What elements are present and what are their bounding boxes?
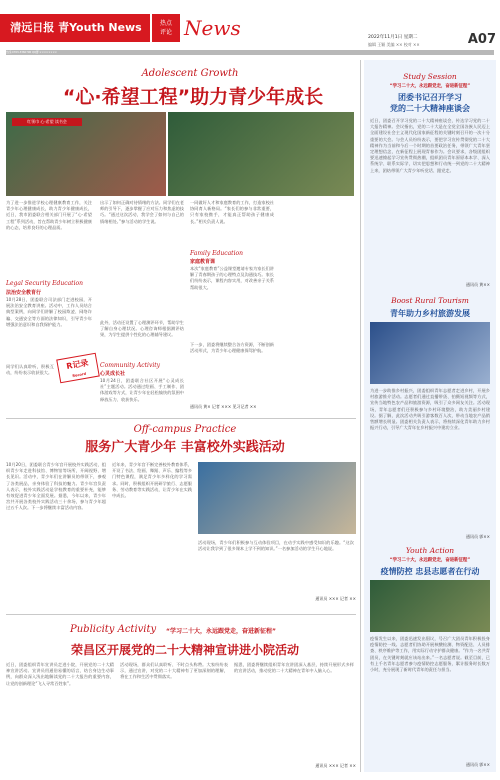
study-slogan: “学习二十大，永远跟党走，奋进新征程” (389, 84, 471, 89)
publicity-col1: 近日，团委组织青年宣讲员走进小院，开展党的二十大精神宣讲活动。宣讲员用通俗易懂的语言，结合身边生动事例，向群众深入浅出地解读党的二十大报告的重要内容，让党的创新理论“飞入寻常百姓家”。 (6, 662, 114, 686)
service-byline: 通讯员 ××× 记者 ×× (315, 596, 356, 601)
publicity-col3: 据悉，团委将继续组织青年宣讲团深入基层，持续开展形式多样的宣讲活动，推动党的二十大精神在青年中入脑入心。 (234, 662, 354, 674)
publicity-byline: 通讯员 ××× 记者 ×× (315, 763, 356, 768)
main-byline: 通讯员 黄× 记者 ××× 见习记者 ×× (190, 404, 257, 409)
community-subhead: 心灵成长社 (100, 371, 126, 377)
record-stamp-sub: Record (72, 371, 87, 379)
main-col2-p1: 出示了如何正确对待情绪的方法。同学们在老师的引导下，逐步掌握了应对压力和焦虑的技巧。“通过这次活动，我学会了如何与自己的情绪相处。”参与活动的学生说。 (100, 200, 184, 224)
publicity-title: 荣昌区开展党的二十大精神宣讲进小院活动 (70, 643, 299, 657)
study-body: 近日，团委召开学习党的二十大精神座谈会，传达学习党的二十大报告精神。会议指出，党的二十大是在全党全国各族人民迈上全面建设社会主义现代化国家新征程的关键时刻召开的一次十分重要的大会。与会人员纷纷表示，要把学习宣传贯彻党的二十大精神作为当前和今后一个时期的首要政治任务，带领广大青年坚定理想信念，在新征程上展现青春作为。会议要求，各级团组织要迅速掀起学习宣传贯彻热潮，组织团员青年原原本本学、深入系统学、联系实际学，切实把思想和行动统一到党的二十大精神上来，团结带领广大青少年听党话、跟党走。 (370, 118, 490, 173)
youth-title: 疫情防控 忠县志愿者在行动 (380, 567, 480, 576)
legal-kicker: Legal Security Education (6, 280, 83, 287)
main-col3-p4: 下一步，团委将继续整合各方资源，不断创新活动形式，为青少年心理健康保驾护航。 (190, 342, 274, 354)
boost-byline: 通讯员 郭×× (466, 534, 490, 539)
service-photo (198, 462, 356, 534)
study-kicker: Study Session (403, 72, 457, 81)
youth-slogan: “学习二十大，永远跟党走，奋进新征程” (389, 558, 471, 563)
boost-title: 青年助力乡村旅游发展 (390, 309, 470, 318)
news-wordmark: News (184, 16, 241, 40)
youth-body: 疫情发生以来，团委迅速发出倡议，号召广大团员青年积极投身疫情防控一线。志愿者们协助开展核酸检测、物资配送、人员排查、秩序维护等工作，用实际行动守护群众健康。“作为一名共青团员，在关键时刻就应该站出来。”一名志愿者说。截至目前，已有上千名青年志愿者参与疫情防控志愿服务，累计服务时长数万小时，充分展现了新时代青年的责任与担当。 (370, 636, 490, 673)
legal-body: 10月28日，团委联合司法部门走进校园，开展法治安全教育讲座。活动中，工作人员结合典型案例，向同学们讲解了校园欺凌、网络诈骗、交通安全等方面的法律知识，引导青少年增强法治意识和自我保护能力。 (6, 297, 92, 327)
record-stamp-text: R记录 (65, 358, 90, 371)
boost-photo (370, 322, 490, 384)
paper-logo: 清远日报 青Youth News (10, 21, 142, 34)
publicity-col2: 活动现场，群众们认真聆听、不时点头称赞。大家纷纷表示，通过宣讲，对党的二十大精神有了更加深刻的理解，将在工作和生活中贯彻落实。 (120, 662, 228, 680)
masthead (0, 0, 500, 56)
boost-kicker: Boost Rural Tourism (391, 296, 469, 305)
main-photo (6, 112, 166, 196)
publicity-kicker: Publicity Activity (70, 624, 157, 635)
section-line1: 热点 (159, 20, 172, 27)
section-line2: 评论 (159, 29, 172, 36)
youth-photo (370, 580, 490, 632)
community-kicker: Community Activity (100, 362, 161, 369)
issue-date: 2022年11月1日 星期二 (368, 35, 418, 40)
youth-kicker: Youth Action (405, 546, 455, 555)
study-title-line1: 团委书记召开学习 (398, 93, 462, 102)
main-col3-p1: 一同做好人才和家庭教育的工作，打造家校社协同育人新格局。“家长们的参与非常重要，只有家校携手，才能真正帮助孩子健康成长。”相关负责人说。 (190, 200, 274, 224)
study-title-line2: 党的二十大精神座谈会 (390, 104, 470, 113)
section-badge (152, 14, 180, 42)
legal-subhead: 法治安全教育行 (6, 290, 42, 296)
family-kicker: Family Education (190, 250, 243, 257)
service-kicker: Off-campus Practice (133, 424, 237, 435)
youth-byline: 通讯员 郭×× (466, 762, 490, 767)
column-divider (360, 60, 361, 772)
main-intro: 为了进一步推进学校心理健康教育工作，关注青少年心理健康成长，助力青少年健康成长，近日，我市团委联合相关部门开展了“心·希望工程”系列活动，旨在帮助青少年树立积极健康的心态，培养良好的心理品质。 (6, 200, 92, 230)
publicity-slogan: “学习二十大，永远跟党走，奋进新征程” (166, 628, 276, 635)
service-col1: 10月20日，团委联合青少年宫开展校外实践活动，组织青少年走进科技馆、博物馆等场所，开阔视野、增长见识。活动中，青少年们在讲解员的带领下，参观了各类展品，亲身体验了科技的魅力。青少年宫负责人表示，校外实践活动是学校教育的重要补充，能够有效促进青少年全面发展。据悉，今年以来，青少年宫共开展各类校外实践活动三十余场，参与青少年超过五千人次。下一步将继续丰富活动内容。 (6, 462, 106, 511)
service-title: 服务广大青少年 丰富校外实践活动 (85, 440, 285, 455)
main-col2-p2: 此外，活动还设置了心理测评环节，帮助学生了解自身心理状况。心理咨询师根据测评结果，为学生提供个性化的心理辅导建议。 (100, 320, 184, 338)
boost-body: 为进一步助推乡村振兴，团委组织青年志愿者走进乡村，开展乡村旅游推介活动。志愿者们通过直播带货、拍摄短视频等方式，宣传当地特色农产品和旅游资源，吸引了众多网友关注。活动现场，青年志愿者们还积极参与乡村环境整治，助力美丽乡村建设。据了解，此次活动共吸引游客数百人次，带动当地农产品销售额增长明显。团委相关负责人表示，将持续深化青年助力乡村振兴行动，引导广大青年在乡村振兴中建功立业。 (370, 388, 490, 431)
masthead-rule-text: 热线:0763-3360796 QQ群:×××××××× (6, 51, 57, 54)
legal-body-2: 同学们认真聆听，积极互动，纷纷表示收获很大。 (6, 364, 54, 376)
main-title: “心·希望工程”助力青少年成长 (62, 86, 324, 108)
main-photo-right (168, 112, 354, 196)
editors-line: 编辑 王颖 美编 ×× 校对 ×× (368, 42, 420, 47)
service-col2: 近年来，青少年宫不断完善校外教育体系，开设了书法、绘画、舞蹈、声乐、编程等多门特色课程，满足青少年多样化的学习需求。同时，积极组织开展研学旅行、志愿服务、劳动教育等实践活动，让青少年在实践中成长。 (112, 462, 192, 499)
page-number: A07 (467, 32, 496, 47)
family-subhead: 家庭教育课 (190, 259, 216, 265)
family-body: 本次“家庭教育”公益课堂邀请专家为家长们讲解了青春期孩子的心理特点及沟通技巧。家长们纷纷表示，课程内容实用，对改善亲子关系帮助很大。 (190, 266, 274, 290)
section-divider-2 (6, 614, 356, 615)
main-photo-banner: 红领巾 心·希望 读书会 (12, 118, 82, 126)
main-kicker: Adolescent Growth (141, 68, 239, 79)
study-byline: 通讯员 黄×× (466, 282, 490, 287)
community-body: 10月24日，团委联合社区开展“心灵成长社”主题活动。活动通过绘画、手工制作、团体游戏等方式，让青少年在轻松愉快的氛围中释放压力、收获快乐。 (100, 378, 184, 402)
section-divider-1 (6, 418, 356, 419)
service-col3: 活动现场，青少年们积极参与互动体验项目，在动手实践中感受知识的乐趣。“这次活动让我学到了很多课本上学不到的知识。”一名参加活动的学生开心地说。 (198, 540, 354, 552)
